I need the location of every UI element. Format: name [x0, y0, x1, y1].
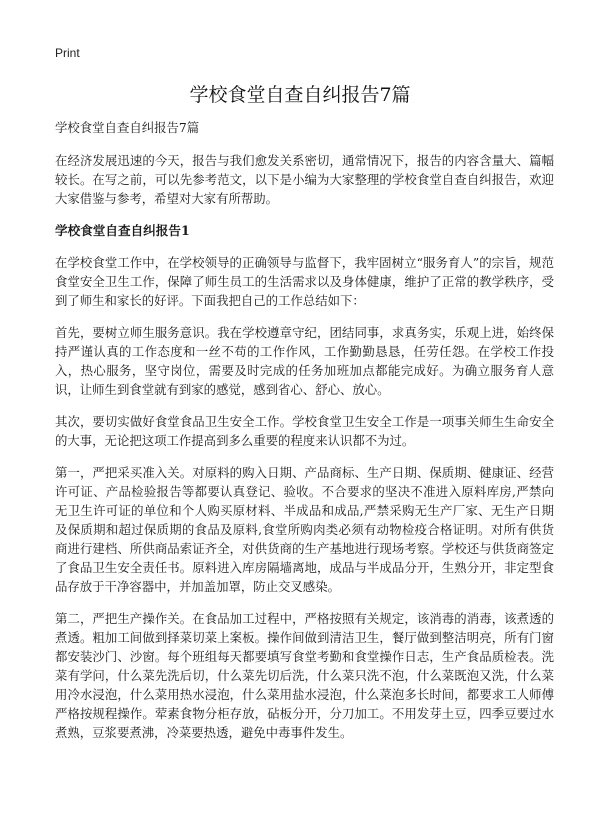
intro-paragraph: 在经济发展迅速的今天，报告与我们愈发关系密切，通常情况下，报告的内容含量大、篇幅较长。在写之前，可以先参考范文，以下是小编为大家整理的学校食堂自查自纠报告，欢迎大家借鉴与参考，希望对大家有所帮助。: [55, 153, 554, 206]
document-title: 学校食堂自查自纠报告7篇: [189, 84, 411, 106]
body-paragraph: 第二，严把生产操作关。在食品加工过程中，严格按照有关规定，该消毒的消毒，该煮透的煮透。粗加工间做到择菜切菜上案板。操作间做到清洁卫生，餐厅做到整洁明亮，所有门窗都安装沙门、沙窗。每个班组每天都要填写食堂考勤和食堂操作日志，生产食品质检表。洗菜有学问，什么菜先洗后切，什么菜先切后洗，什么菜只洗不泡，什么菜既泡又洗，什么菜用冷水浸泡，什么菜用热水浸泡，什么菜用盐水浸泡，什么菜泡多长时间，都要求工人师傅严格按规程操作。荤素食物分柜存放，砧板分开，分刀加工。不用发芽土豆，四季豆要过水煮熟，豆浆要煮沸，冷菜要热透，避免中毒事件发生。: [55, 611, 554, 740]
section-heading: 学校食堂自查自纠报告1: [55, 223, 190, 238]
print-link[interactable]: Print: [55, 46, 80, 60]
body-paragraph: 其次，要切实做好食堂食品卫生安全工作。学校食堂卫生安全工作是一项事关师生生命安全的大事，无论把这项工作提高到多么重要的程度来认识都不为过。: [55, 414, 554, 448]
body-paragraph: 首先，要树立师生服务意识。我在学校遵章守纪，团结同事，求真务实，乐观上进，始终保持严谨认真的工作态度和一丝不苟的工作作风，工作勤勤恳恳，任劳任怨。在学校工作投入，热心服务，坚守岗位，需要及时完成的任务加班加点都能完成好。为确立服务育人意识，让师生到食堂就有到家的感觉，感到省心、舒心、放心。: [55, 325, 554, 397]
body-paragraph: 在学校食堂工作中，在学校领导的正确领导与监督下，我牢固树立“服务育人”的宗旨，规范食堂安全卫生工作，保障了师生员工的生活需求以及身体健康，维护了正常的教学秩序，受到了师生和家长的好评。下面我把自己的工作总结如下：: [55, 255, 554, 308]
document-body: [55, 118, 554, 755]
body-paragraph: 第一，严把采买准入关。对原料的购入日期、产品商标、生产日期、保质期、健康证、经营许可证、产品检验报告等都要认真登记、验收。不合要求的坚决不准进入原料库房,严禁向无卫生许可证的单位和个人购买原材料、半成品和成品,严禁采购无生产厂家、无生产日期及保质期和超过保质期的食品及原料,食堂所购肉类必须有动物检疫合格证明。对所有供货商进行建档、所供商品索证齐全，对供货商的生产基地进行现场考察。学校还与供货商签定了食品卫生安全责任书。原料进入库房隔墙离地，成品与半成品分开，生熟分开，非定型食品存放于干净容器中，并加盖加罩，防止交叉感染。: [55, 465, 554, 594]
document-subtitle: 学校食堂自查自纠报告7篇: [55, 120, 200, 135]
